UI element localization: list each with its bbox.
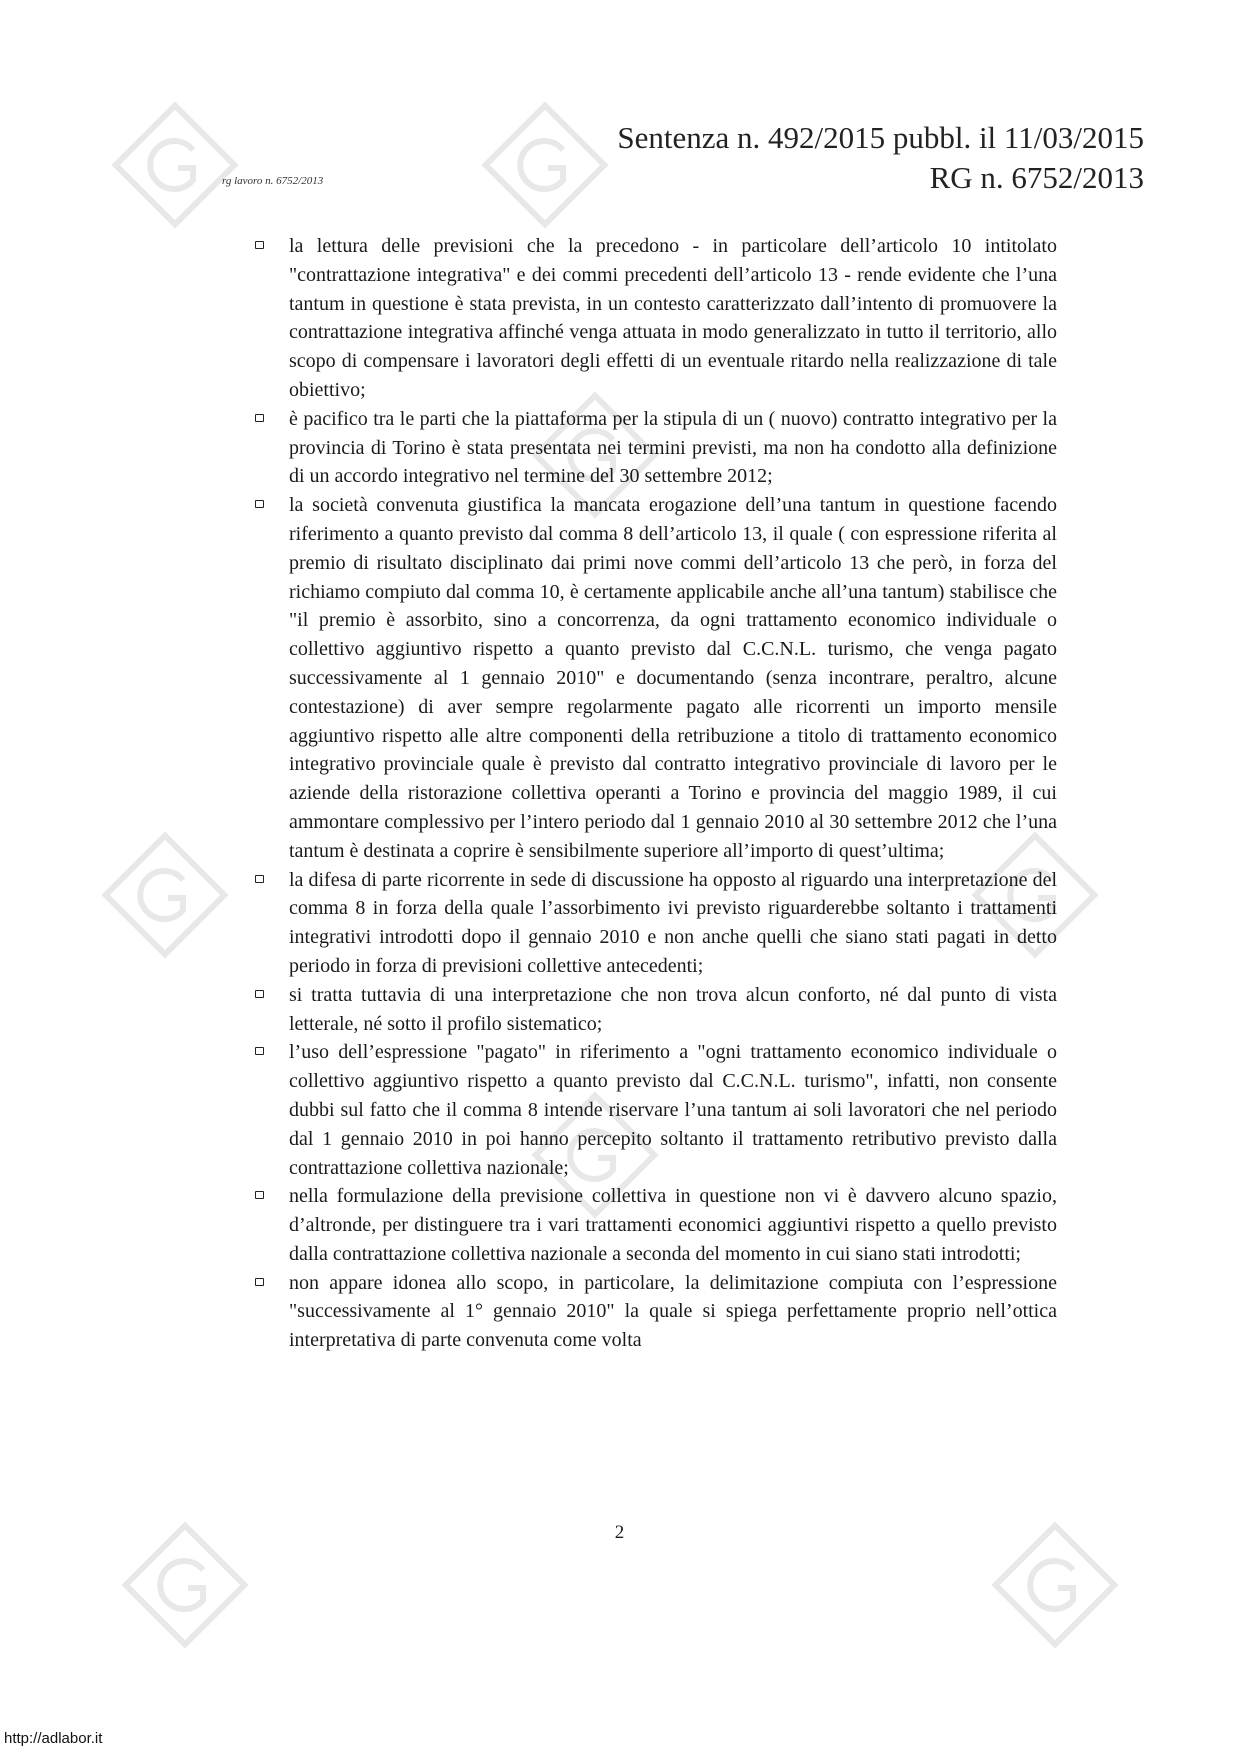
footer-url-link[interactable]: http://adlabor.it: [4, 1730, 103, 1747]
list-item-text: non appare idonea allo scopo, in particolare, la delimitazione compiuta con l’espressione "successivamente al 1° gennaio 2010" la quale si spiega perfettamente proprio nell’ottica interpretativa di parte convenuta come volta: [289, 1271, 1057, 1352]
watermark-logo-icon: [90, 820, 240, 970]
list-item: [255, 981, 1057, 1039]
checkbox-bullet-icon: [255, 1047, 264, 1055]
list-item: [255, 1182, 1057, 1268]
list-item: [255, 405, 1057, 491]
list-item-text: si tratta tuttavia di una interpretazione che non trova alcun conforto, né dal punto di vista letterale, né sotto il profilo sistematico;: [289, 983, 1057, 1035]
checkbox-bullet-icon: [255, 241, 264, 249]
checkbox-bullet-icon: [255, 414, 264, 422]
list-item-text: l’uso dell’espressione "pagato" in riferimento a "ogni trattamento economico individuale o collettivo aggiuntivo rispetto a quanto previsto dal C.C.N.L. turismo", infatti, non consente dubbi sul fatto che il comma 8 intende riservare l’una tantum ai soli lavoratori che nel periodo dal 1 gennaio 2010 in poi hanno percepito soltanto il trattamento retributivo previsto dalla contrattazione collettiva nazionale;: [289, 1041, 1057, 1179]
list-item: [255, 1038, 1057, 1182]
list-item-text: la società convenuta giustifica la mancata erogazione dell’una tantum in questione facendo riferimento a quanto previsto dal comma 8 dell’articolo 13, il quale ( con espressione riferita al premio di risultato disciplinato dai primi nove commi dell’articolo 13 che però, in forza del richiamo compiuto dal comma 10, è certamente applicabile anche all’una tantum) stabilisce che "il premio è assorbito, sino a concorrenza, da ogni trattamento economico individuale o collettivo aggiuntivo rispetto a quanto previsto dal C.C.N.L. turismo, che venga pagato successivamente al 1 gennaio 2010" e documentando (senza incontrare, peraltro, alcune contestazione) di aver sempre regolarmente pagato alle ricorrenti un importo mensile aggiuntivo rispetto alle altre componenti della retribuzione a titolo di trattamento economico integrativo provinciale quale è previsto dal contratto integrativo provinciale di lavoro per le aziende della ristorazione collettiva operanti a Torino e provincia del maggio 1989, il cui ammontare complessivo per l’intero periodo dal 1 gennaio 2010 al 30 settembre 2012 che l’una tantum è destinata a coprire è sensibilmente superiore all’importo di quest’ultima;: [289, 494, 1057, 862]
list-item: [255, 1269, 1057, 1355]
checkbox-bullet-icon: [255, 990, 264, 998]
list-item-text: la lettura delle previsioni che la precedono - in particolare dell’articolo 10 intitolato "contrattazione integrativa" e dei commi precedenti dell’articolo 13 - rende evidente che l’una tantum in questione è stata prevista, in un contesto caratterizzato dall’intento di promuovere la contrattazione integrativa affinché venga attuata in modo generalizzato in tutto il territorio, allo scopo di compensare i lavoratori degli effetti di un eventuale ritardo nella realizzazione di tale obiettivo;: [289, 235, 1057, 401]
list-item: [255, 866, 1057, 981]
checkbox-bullet-icon: [255, 1278, 264, 1286]
page-number: 2: [614, 1522, 625, 1543]
list-item-text: è pacifico tra le parti che la piattaforma per la stipula di un ( nuovo) contratto integrativo per la provincia di Torino è stata presentata nei termini previsti, ma non ha condotto alla definizione di un accordo integrativo nel termine del 30 settembre 2012;: [289, 407, 1057, 488]
list-item: [255, 232, 1057, 405]
bullet-list: [255, 232, 1057, 1355]
watermark-logo-icon: [470, 90, 620, 240]
checkbox-bullet-icon: [255, 1191, 264, 1199]
watermark-logo-icon: [100, 90, 250, 240]
list-item-text: la difesa di parte ricorrente in sede di discussione ha opposto al riguardo una interpretazione del comma 8 in forza della quale l’assorbimento ivi previsto riguarderebbe soltanto i trattamenti integrativi introdotti dopo il gennaio 2010 e non anche quelli che siano stati pagati in detto periodo in forza di previsioni collettive antecedenti;: [289, 868, 1057, 977]
list-item: [255, 491, 1057, 865]
list-item-text: nella formulazione della previsione collettiva in questione non vi è davvero alcuno spazio, d’altronde, per distinguere tra i vari trattamenti economici aggiuntivi rispetto a quello previsto dalla contrattazione collettiva nazionale a seconda del momento in cui siano stati introdotti;: [289, 1185, 1057, 1265]
checkbox-bullet-icon: [255, 500, 264, 508]
stamp-sentence-line: Sentenza n. 492/2015 pubbl. il 11/03/2015: [617, 120, 1144, 155]
document-body: [255, 232, 1057, 1355]
registry-stamp: [617, 118, 1144, 198]
case-reference: rg lavoro n. 6752/2013: [222, 175, 324, 187]
stamp-rg-line: RG n. 6752/2013: [929, 160, 1144, 195]
checkbox-bullet-icon: [255, 875, 264, 883]
